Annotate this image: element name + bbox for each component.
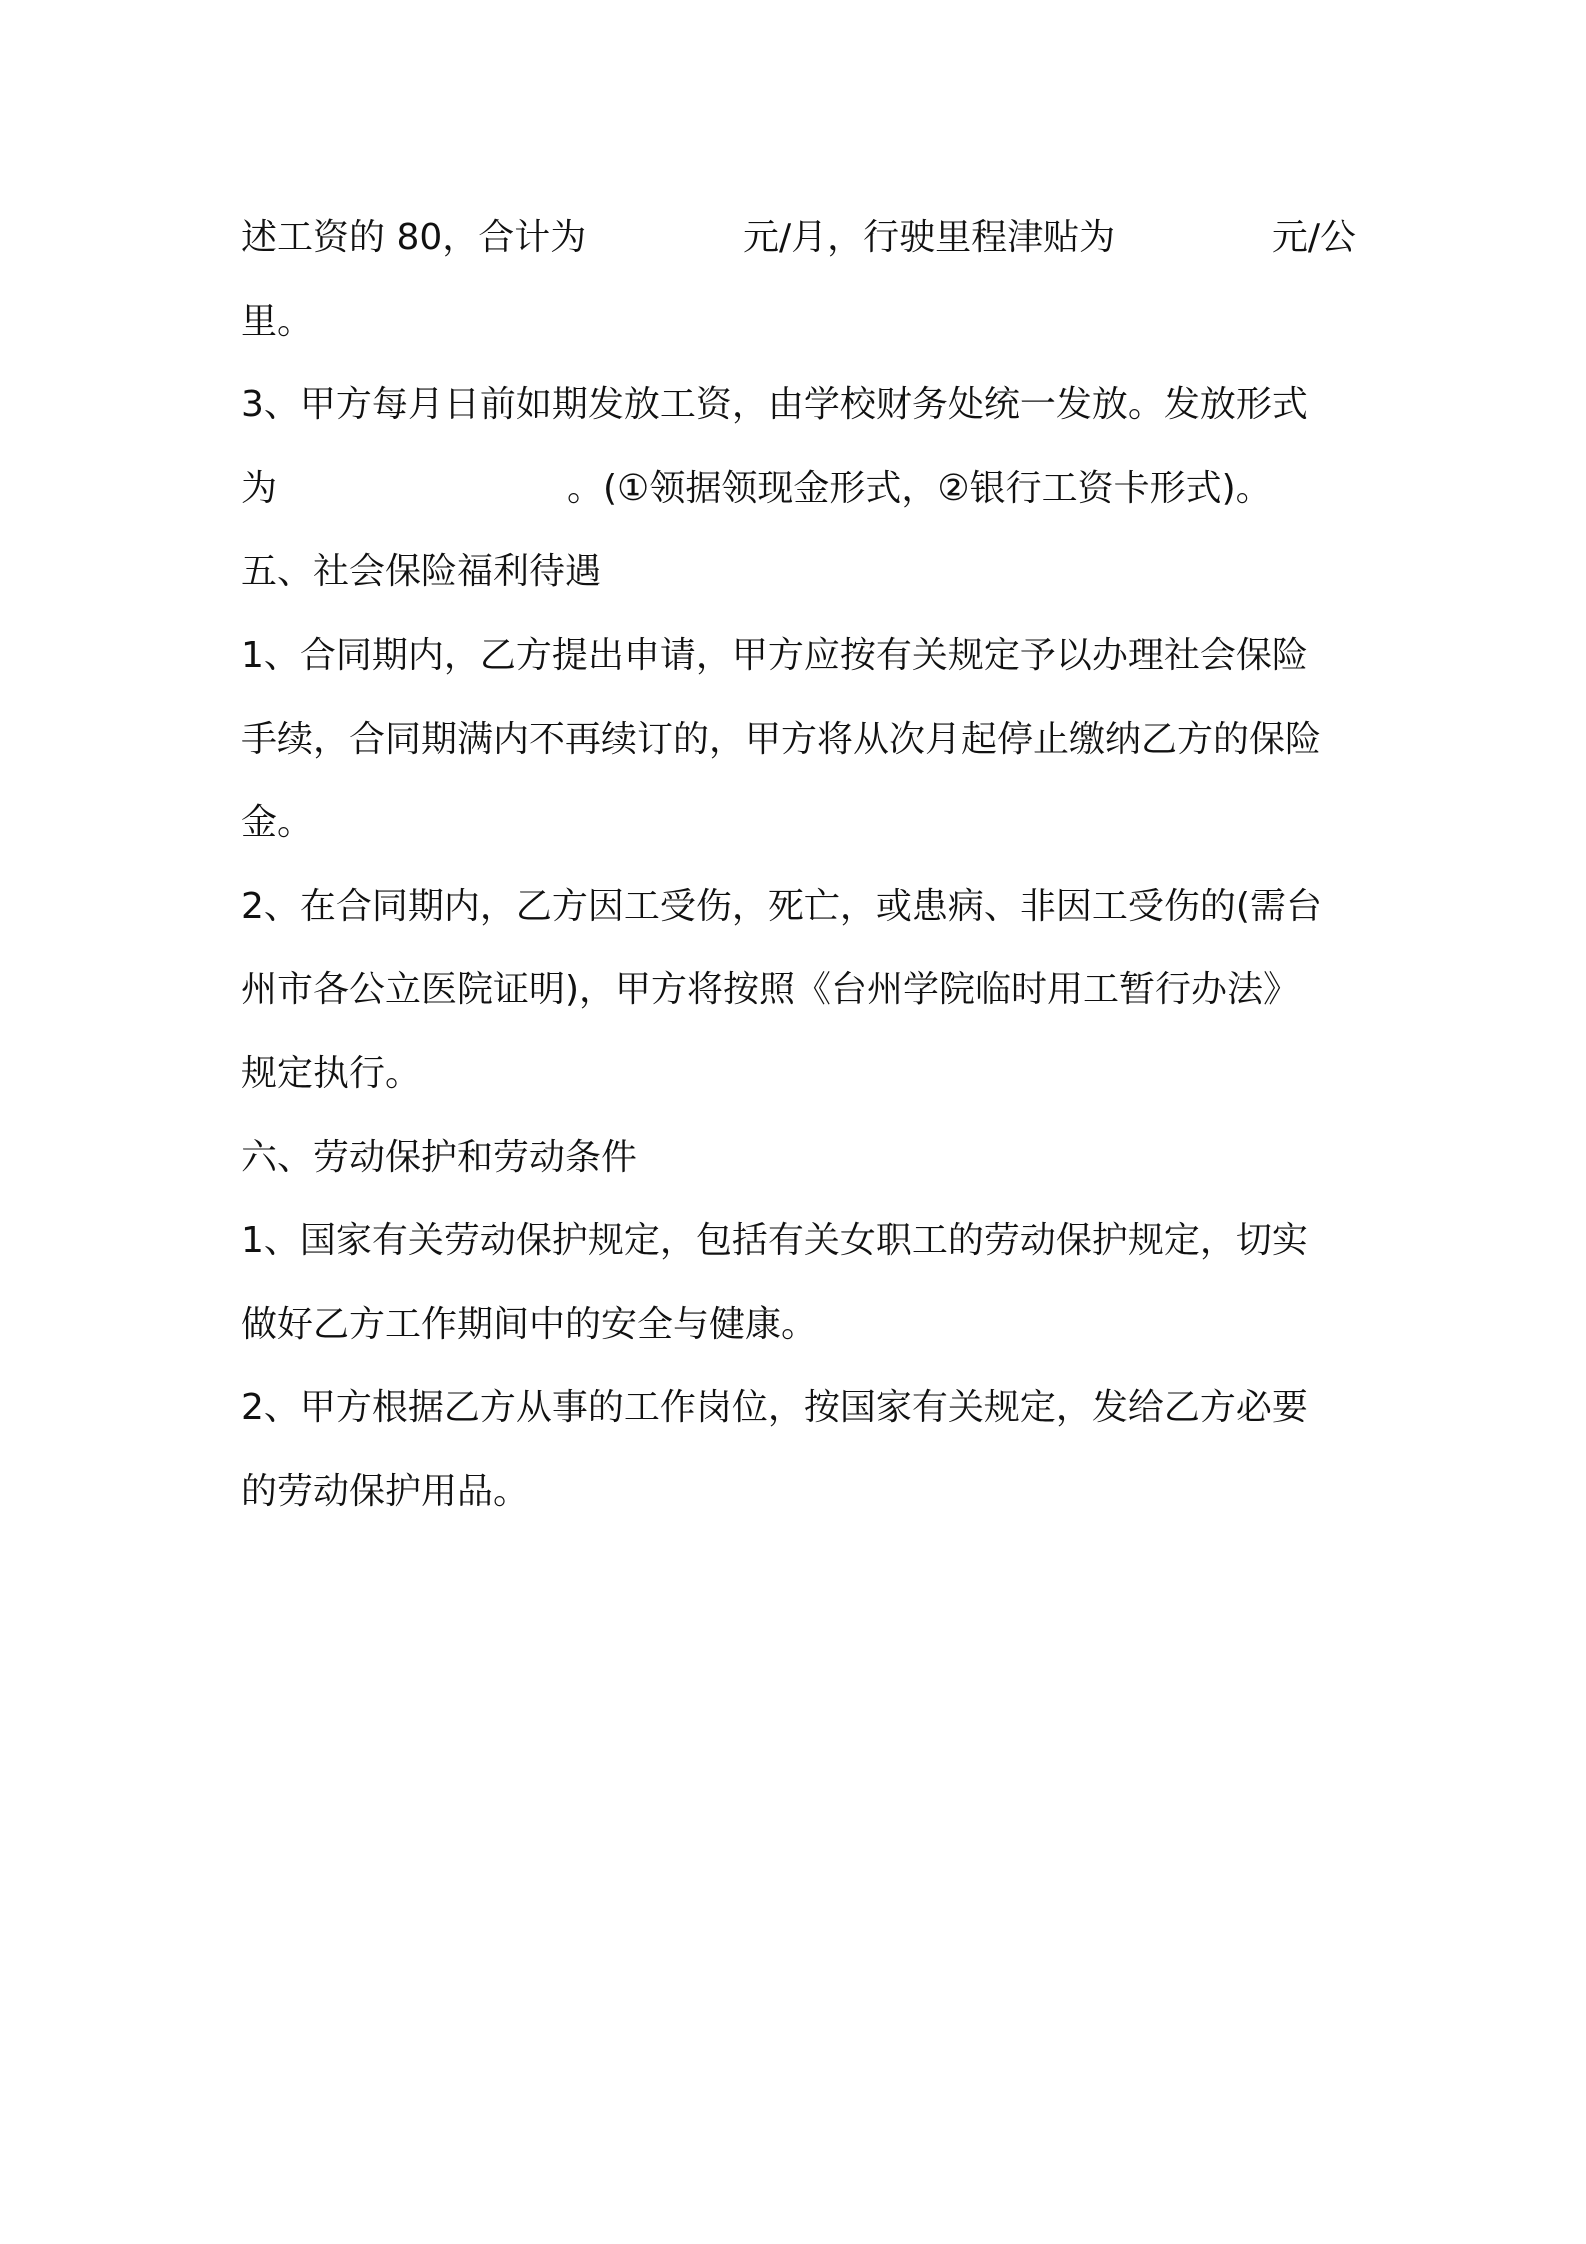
wage-text-monthly: 元/月，行驶里程津贴为 [742,217,1116,258]
wage-text-total: 述工资的 80，合计为 [241,217,587,258]
s5-item2-line3: 规定执行。 [241,1052,422,1094]
s5-item1-line2: 手续，合同期满内不再续订的，甲方将从次月起停止缴纳乙方的保险 [241,718,1322,760]
document-body [241,196,1356,1534]
wage-text-per-km: 元/公 [1271,217,1356,258]
item3-line1-text: 3、甲方每月日前如期发放工资，由学校财务处统一发放。发放形式 [241,384,1308,426]
item3-line2-options: 。(①领据领现金形式，②银行工资卡形式)。 [567,467,1272,509]
item3-line2 [241,447,1356,531]
s6-item2-line1: 2、甲方根据乙方从事的工作岗位，按国家有关规定，发给乙方必要 [241,1387,1308,1429]
s5-item2-line2: 州市各公立医院证明)，甲方将按照《台州学院临时用工暂行办法》 [241,969,1300,1011]
item3-line2-prefix: 为 [241,467,278,509]
section5-heading: 五、社会保险福利待遇 [241,551,602,593]
s6-item1-line1: 1、国家有关劳动保护规定，包括有关女职工的劳动保护规定，切实 [241,1220,1308,1262]
item3-line1 [241,363,1356,447]
s6-item1-line2: 做好乙方工作期间中的安全与健康。 [241,1303,818,1345]
wage-line [241,196,1356,280]
s5-item2-line1: 2、在合同期内，乙方因工受伤，死亡，或患病、非因工受伤的(需台 [241,885,1322,927]
wage-line-end: 里。 [241,300,314,342]
s5-item1-line3: 金。 [241,802,314,844]
s5-item1-line1: 1、合同期内，乙方提出申请，甲方应按有关规定予以办理社会保险 [241,634,1308,676]
section6-heading: 六、劳动保护和劳动条件 [241,1136,638,1178]
s6-item2-line2: 的劳动保护用品。 [241,1470,530,1512]
